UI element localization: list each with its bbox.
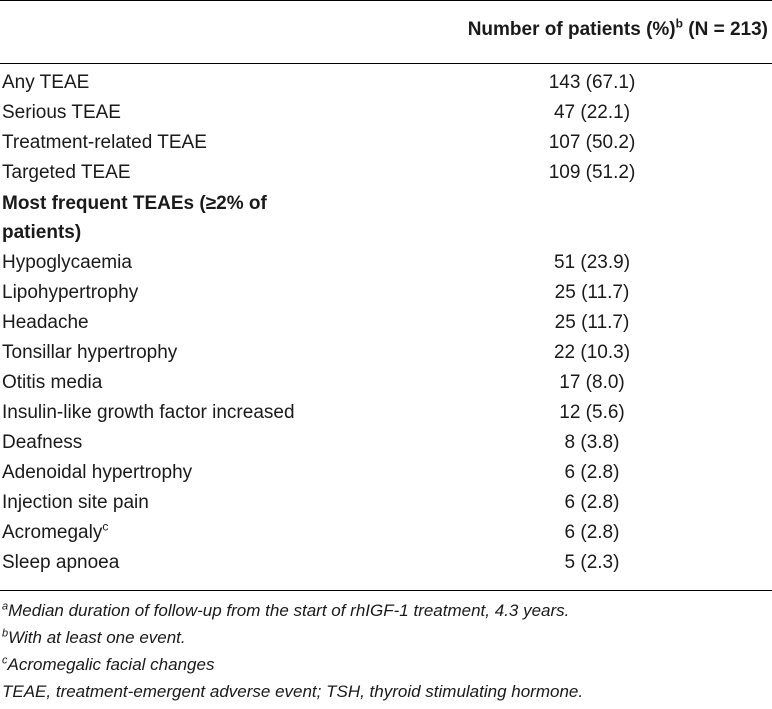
row-value: 17 (8.0) <box>559 372 625 393</box>
table-row <box>0 488 772 518</box>
footnote-text: With at least one event. <box>8 628 186 647</box>
footnote-text: TEAE, treatment-emergent adverse event; TSH, thyroid stimulating hormone. <box>2 682 584 701</box>
row-value: 6 (2.8) <box>564 492 620 513</box>
table-footnotes <box>0 591 772 705</box>
table-row <box>0 518 772 548</box>
table-row <box>0 248 772 278</box>
table-row <box>0 428 772 458</box>
footnote <box>2 624 772 651</box>
row-value: 6 (2.8) <box>564 462 620 483</box>
row-value: 5 (2.3) <box>564 552 620 573</box>
footnote-mark: c <box>2 654 8 667</box>
column-header-suffix: (N = 213) <box>682 19 768 40</box>
table-row <box>0 338 772 368</box>
row-value: 107 (50.2) <box>548 132 636 153</box>
row-label: Sleep apnoea <box>2 552 120 573</box>
footnote <box>2 597 772 624</box>
row-label-footnote-mark: c <box>102 519 109 534</box>
footnote <box>2 678 772 705</box>
table-row <box>0 398 772 428</box>
row-value: 109 (51.2) <box>548 162 636 183</box>
row-value: 47 (22.1) <box>553 102 631 123</box>
section-heading-row <box>0 188 772 248</box>
row-label: Headache <box>2 312 89 333</box>
row-value: 12 (5.6) <box>559 402 625 423</box>
row-label: Hypoglycaemia <box>2 252 132 273</box>
table-row <box>0 368 772 398</box>
table-row <box>0 68 772 98</box>
row-value: 25 (11.7) <box>554 312 630 333</box>
row-value: 6 (2.8) <box>564 522 620 543</box>
row-label: Injection site pain <box>2 492 149 513</box>
table-row <box>0 308 772 338</box>
footnote-mark: b <box>2 627 9 640</box>
row-label: Insulin-like growth factor increased <box>2 402 295 423</box>
table-row <box>0 458 772 488</box>
row-label: Targeted TEAE <box>2 162 131 183</box>
row-label-text: Acromegaly <box>2 522 103 543</box>
row-label: Tonsillar hypertrophy <box>2 342 178 363</box>
row-label: Treatment-related TEAE <box>2 132 207 153</box>
row-label: Adenoidal hypertrophy <box>2 462 193 483</box>
footnote-text: Acromegalic facial changes <box>7 655 215 674</box>
column-header <box>467 16 768 41</box>
row-value: 8 (3.8) <box>564 432 620 453</box>
row-label: Any TEAE <box>2 72 90 93</box>
table-row <box>0 278 772 308</box>
column-header-label: Number of patients (%) <box>467 19 676 40</box>
row-label: Deafness <box>2 432 83 453</box>
row-value: 25 (11.7) <box>554 282 630 303</box>
row-label: Serious TEAE <box>2 102 121 123</box>
row-label <box>2 518 108 548</box>
table-row <box>0 158 772 188</box>
footnote-text: Median duration of follow-up from the start of rhIGF-1 treatment, 4.3 years. <box>8 601 570 620</box>
row-label: Otitis media <box>2 372 103 393</box>
row-value: 22 (10.3) <box>553 342 631 363</box>
section-heading: Most frequent TEAEs (≥2% of patients) <box>2 193 267 243</box>
column-header-footnote-mark: b <box>675 16 683 31</box>
table-row <box>0 128 772 158</box>
table-body <box>0 64 772 578</box>
row-value: 143 (67.1) <box>548 72 636 93</box>
footnote-mark: a <box>2 600 9 613</box>
table-row <box>0 98 772 128</box>
row-value: 51 (23.9) <box>553 252 631 273</box>
table-row <box>0 548 772 578</box>
row-label: Lipohypertrophy <box>2 282 139 303</box>
footnote <box>2 651 772 678</box>
table-header <box>0 1 772 63</box>
